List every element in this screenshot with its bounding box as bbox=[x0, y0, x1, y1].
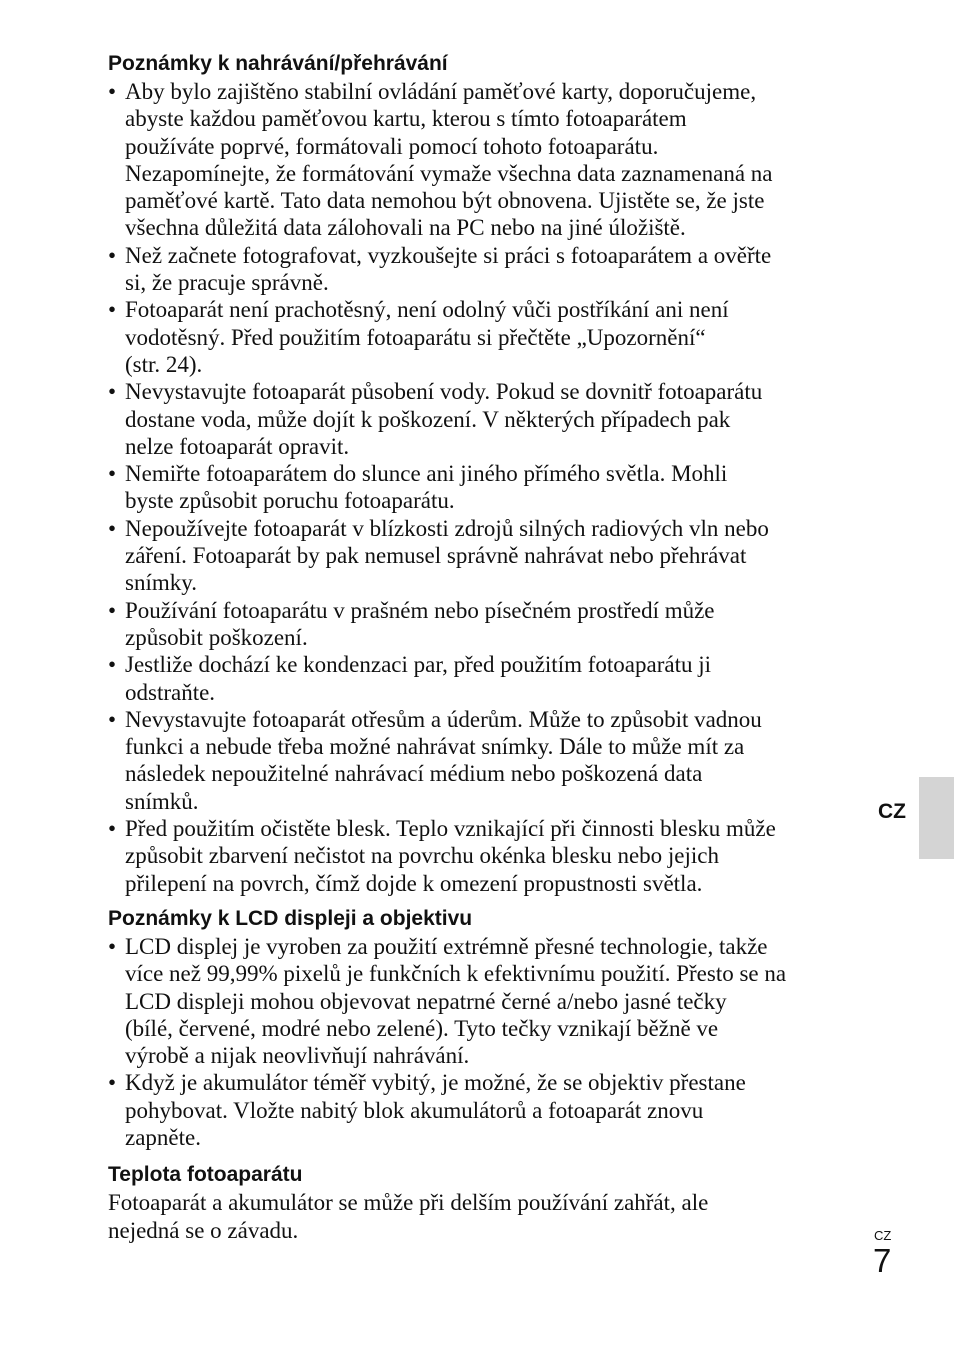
side-tab-label: CZ bbox=[878, 800, 906, 823]
list-item bbox=[108, 651, 860, 706]
bullet-icon: • bbox=[108, 297, 117, 323]
list-item bbox=[108, 78, 860, 242]
bullet-icon: • bbox=[108, 597, 117, 623]
bullet-icon: • bbox=[108, 461, 117, 487]
list-item bbox=[108, 378, 860, 460]
list-item bbox=[108, 296, 860, 378]
list-item bbox=[108, 706, 860, 815]
recording-notes-list bbox=[108, 78, 860, 897]
page-content bbox=[108, 50, 860, 1244]
list-item-text: Když je akumulátor téměř vybitý, je možné, že se objektiv přestane pohybovat. Vložte nabitý blok akumulátorů a fotoaparát znovu zapněte. bbox=[125, 1070, 746, 1150]
lcd-notes-list bbox=[108, 933, 860, 1151]
side-tab-marker bbox=[919, 777, 954, 859]
section-heading-lcd: Poznámky k LCD displeji a objektivu bbox=[108, 906, 473, 930]
list-item bbox=[108, 242, 860, 297]
bullet-icon: • bbox=[108, 242, 117, 268]
list-item bbox=[108, 597, 860, 652]
list-item-text: Nevystavujte fotoaparát působení vody. Pokud se dovnitř fotoaparátu dostane voda, může dojít k poškození. V některých případech pak nelze fotoaparát opravit. bbox=[125, 379, 763, 459]
list-item-text: Před použitím očistěte blesk. Teplo vznikající při činnosti blesku může způsobit zbarvení nečistot na povrchu okénka blesku nebo jejich přilepení na povrch, čímž dojde k omezení propustnosti světla. bbox=[125, 816, 776, 896]
list-item bbox=[108, 1069, 860, 1151]
section-heading-recording: Poznámky k nahrávání/přehrávání bbox=[108, 52, 448, 75]
list-item-text: Fotoaparát není prachotěsný, není odolný vůči postříkání ani není vodotěsný. Před použitím fotoaparátu si přečtěte „Upozornění“ (str. 24). bbox=[125, 297, 729, 377]
bullet-icon: • bbox=[108, 1070, 117, 1096]
bullet-icon: • bbox=[108, 706, 117, 732]
list-item-text: Jestliže dochází ke kondenzaci par, před použitím fotoaparátu ji odstraňte. bbox=[125, 652, 711, 705]
list-item-text: Nevystavujte fotoaparát otřesům a úderům. Může to způsobit vadnou funkci a nebude třeba možné nahrávat snímky. Dále to může mít za následek nepoužitelné nahrávací médium nebo poškozená data snímků. bbox=[125, 706, 762, 814]
list-item bbox=[108, 460, 860, 515]
list-item-text: Než začnete fotografovat, vyzkoušejte si práci s fotoaparátem a ověřte si, že pracuje správně. bbox=[125, 242, 772, 296]
bullet-icon: • bbox=[108, 515, 117, 541]
list-item-text: Aby bylo zajištěno stabilní ovládání paměťové karty, doporučujeme, abyste každou paměťovou kartu, kterou s tímto fotoaparátem používáte poprvé, formátovali pomocí tohoto fotoaparátu. Nezapomínejte, že formátování vymaže všechna data zaznamenaná na paměťové kartě. Tato data nemohou být obnovena. Ujistěte se, že jste všechna důležitá data zálohovali na PC nebo na jiné úložiště. bbox=[125, 79, 773, 241]
footer-language-code: CZ bbox=[874, 1228, 892, 1243]
page-number: 7 bbox=[873, 1242, 892, 1279]
list-item bbox=[108, 515, 860, 597]
bullet-icon: • bbox=[108, 933, 117, 959]
list-item-text: LCD displej je vyroben za použití extrémně přesné technologie, takže více než 99,99% pixelů je funkčních k efektivnímu použití. Přesto se na LCD displeji mohou objevovat nepatrné černé a/nebo jasné tečky (bílé, červené, modré nebo zelené). Tyto tečky vznikají běžně ve výrobě a nijak neovlivňují nahrávání. bbox=[125, 933, 787, 1069]
list-item bbox=[108, 815, 860, 897]
bullet-icon: • bbox=[108, 79, 117, 104]
list-item bbox=[108, 933, 860, 1069]
bullet-icon: • bbox=[108, 379, 117, 405]
temperature-paragraph: Fotoaparát a akumulátor se může při delším používání zahřát, ale nejedná se o závadu. bbox=[108, 1190, 709, 1243]
section-heading-temperature: Teplota fotoaparátu bbox=[108, 1163, 303, 1187]
list-item-text: Používání fotoaparátu v prašném nebo písečném prostředí může způsobit poškození. bbox=[125, 597, 715, 650]
list-item-text: Nemiřte fotoaparátem do slunce ani jiného přímého světla. Mohli byste způsobit poruchu fotoaparátu. bbox=[125, 461, 728, 514]
list-item-text: Nepoužívejte fotoaparát v blízkosti zdrojů silných radiových vln nebo záření. Fotoaparát by pak nemusel správně nahrávat nebo přehrávat snímky. bbox=[125, 515, 769, 596]
bullet-icon: • bbox=[108, 816, 117, 842]
bullet-icon: • bbox=[108, 652, 117, 678]
